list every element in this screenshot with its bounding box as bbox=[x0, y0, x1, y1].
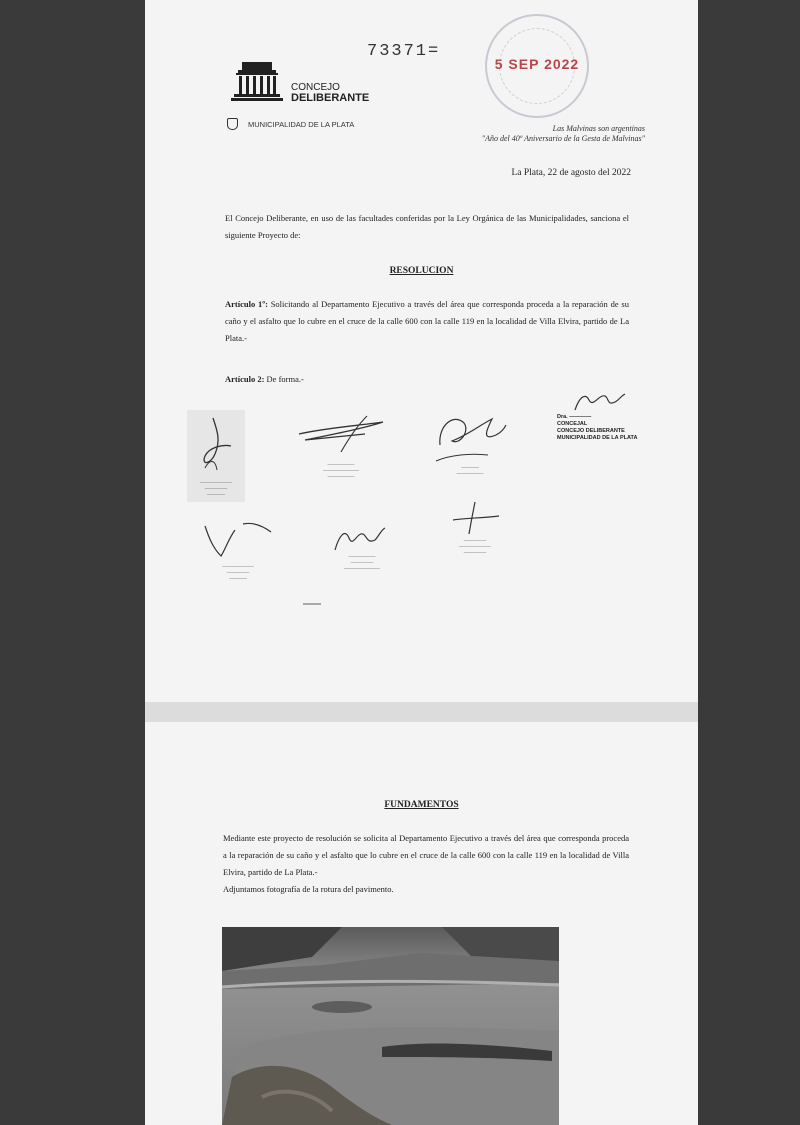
reception-stamp bbox=[485, 14, 589, 118]
fundamentos-text: Mediante este proyecto de resolución se solicita al Departamento Ejecutivo a través del área que corresponda proceda a la reparación de su caño y el asfalto que lo cubre en el cruce de la calle 600 con la calle 119 en la localidad de Villa Elvira, partido de La Plata.- bbox=[223, 833, 629, 877]
signature-6: —————— ————— ———————— bbox=[327, 522, 397, 580]
signature-3: ———— —————— bbox=[430, 405, 510, 477]
council-name-line2: DELIBERANTE bbox=[291, 92, 370, 104]
fundamentos-body bbox=[223, 830, 629, 898]
stamp-date: 5 SEP 2022 bbox=[494, 56, 580, 72]
municipal-shield-icon bbox=[227, 118, 238, 130]
photo-note: Adjuntamos fotografía de la rotura del pavimento. bbox=[223, 884, 394, 894]
motto bbox=[415, 124, 645, 144]
article-1 bbox=[225, 296, 629, 347]
document-number: 73371= bbox=[367, 42, 441, 61]
motto-line2: "Año del 40º Aniversario de la Gesta de Malvinas" bbox=[481, 134, 645, 143]
resolution-title: RESOLUCION bbox=[389, 266, 454, 276]
article-2 bbox=[225, 374, 304, 384]
signature-5-title: Dra. bbox=[557, 414, 568, 420]
article-2-text: De forma.- bbox=[264, 374, 304, 384]
motto-line1: Las Malvinas son argentinas bbox=[552, 124, 645, 133]
signature-5-municipality: MUNICIPALIDAD DE LA PLATA bbox=[557, 435, 638, 441]
article-1-label: Artículo 1º: bbox=[225, 299, 268, 309]
article-1-text: Solicitando al Departamento Ejecutivo a través del área que corresponda proceda a la reparación de su caño y el asfalto que lo cubre en el cruce de la calle 600 con la calle 119 en la localidad de Villa Elvira, partido de La Plata.- bbox=[225, 299, 629, 343]
council-building-logo bbox=[230, 58, 284, 104]
signature-5: Dra. ———— CONCEJAL CONCEJO DELIBERANTE MUNICIPALIDAD DE LA PLATA bbox=[557, 390, 657, 450]
signature-7: ————— ——————— ————— bbox=[443, 500, 507, 566]
scan-mark bbox=[303, 603, 321, 605]
article-2-label: Artículo 2: bbox=[225, 374, 265, 384]
signature-2: —————— ———————— —————— bbox=[295, 412, 387, 482]
signature-5-body: CONCEJO DELIBERANTE bbox=[557, 428, 625, 434]
intro-paragraph: El Concejo Deliberante, en uso de las facultades conferidas por la Ley Orgánica de las Municipalidades, sanciona el siguiente Proyecto de: bbox=[225, 213, 629, 240]
document-page-1 bbox=[145, 0, 698, 702]
municipality-line bbox=[227, 118, 354, 130]
document-page-2 bbox=[145, 722, 698, 1125]
pavement-damage-photo bbox=[222, 927, 559, 1125]
council-name bbox=[291, 82, 369, 104]
council-name-line1: CONCEJO bbox=[291, 82, 340, 93]
document-date: La Plata, 22 de agosto del 2022 bbox=[511, 168, 631, 178]
signature-4: ——————— ————— ———— bbox=[197, 518, 279, 580]
signature-5-role: CONCEJAL bbox=[557, 421, 588, 427]
signature-1: ——————— ————— ———— bbox=[187, 410, 245, 502]
page-gap bbox=[145, 702, 698, 722]
municipality-name: MUNICIPALIDAD DE LA PLATA bbox=[248, 119, 355, 129]
fundamentos-title: FUNDAMENTOS bbox=[384, 800, 459, 810]
